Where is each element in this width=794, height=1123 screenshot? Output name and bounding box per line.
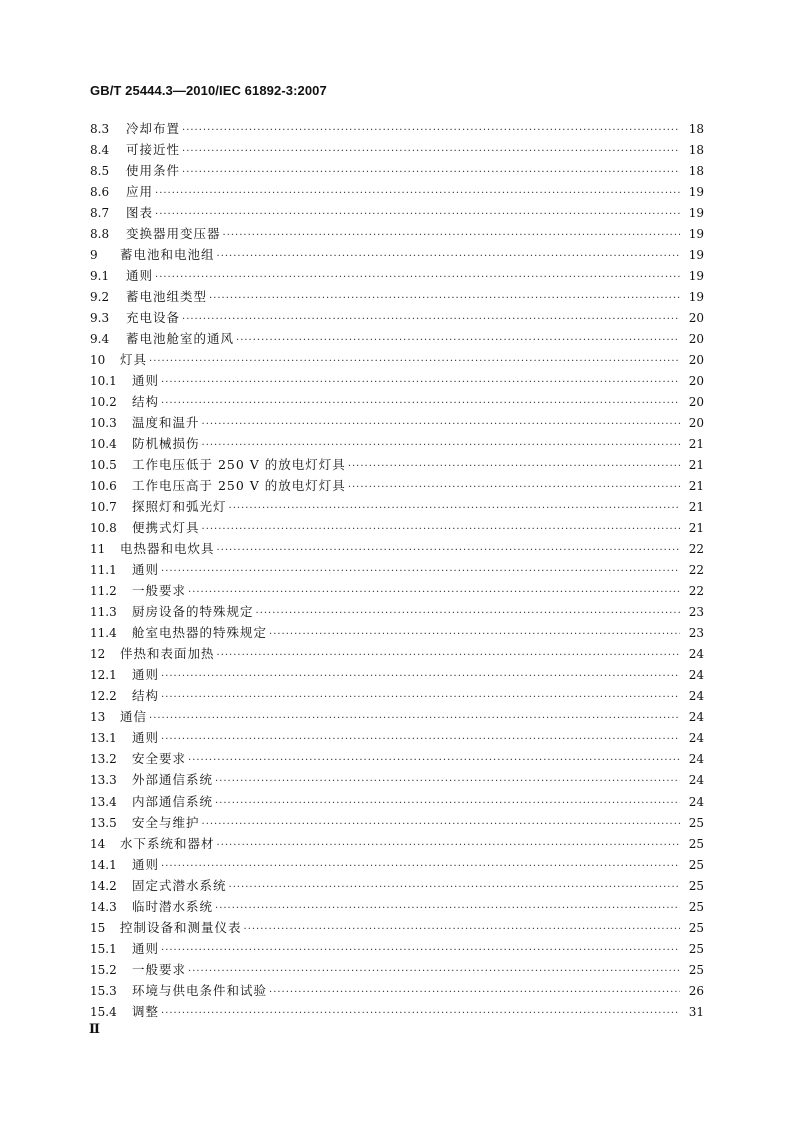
toc-page-number: 24 [688,752,704,767]
table-of-contents [90,118,704,1022]
toc-page-number: 19 [688,248,704,263]
toc-entry[interactable] [90,244,704,265]
toc-entry[interactable] [90,1001,704,1022]
toc-page-number: 20 [688,416,704,431]
toc-section-number: 11.2 [90,584,117,599]
toc-page-number: 24 [688,689,704,704]
toc-dot-leader [229,498,680,519]
toc-entry[interactable] [90,938,704,959]
toc-section-number: 14.3 [90,899,117,914]
toc-entry[interactable] [90,917,704,938]
toc-page-number: 21 [688,437,704,452]
toc-section-number: 11.1 [90,563,117,578]
toc-entry[interactable] [90,223,704,244]
toc-page-number: 19 [688,206,704,221]
toc-section-title: 应用 [126,184,154,200]
toc-entry[interactable] [90,959,704,980]
toc-dot-leader [223,225,680,246]
toc-section-title: 一般要求 [132,583,187,599]
toc-dot-leader [188,750,680,771]
toc-dot-leader [161,940,680,961]
toc-section-title: 通则 [132,856,160,872]
toc-dot-leader [236,330,680,351]
toc-page-number: 24 [688,668,704,683]
toc-dot-leader [149,708,680,729]
toc-section-number: 10.5 [90,458,117,473]
toc-section-title: 蓄电池组类型 [126,289,208,305]
toc-section-number: 10.8 [90,521,117,536]
toc-page-number: 25 [688,836,704,851]
toc-page-number: 21 [688,458,704,473]
toc-section-number: 13 [90,710,106,725]
toc-section-number: 12 [90,647,106,662]
toc-page-number: 18 [688,122,704,136]
toc-dot-leader [215,793,680,814]
toc-section-title: 伴热和表面加热 [120,646,215,662]
toc-section-number: 13.3 [90,773,117,788]
toc-page-number: 23 [688,605,704,620]
toc-section-number: 10.2 [90,395,117,410]
toc-dot-leader [161,666,680,687]
toc-entry[interactable] [90,706,704,727]
toc-dot-leader [202,414,680,435]
toc-page-number: 26 [688,983,704,998]
toc-section-number: 14 [90,836,106,851]
toc-section-number: 8.8 [90,227,110,242]
toc-section-number: 10.6 [90,479,117,494]
toc-page-number: 23 [688,626,704,641]
toc-dot-leader [188,582,680,603]
toc-section-title: 通则 [132,730,160,746]
toc-entry[interactable] [90,328,704,349]
document-header: GB/T 25444.3—2010/IEC 61892-3:2007 [90,83,327,98]
toc-section-title: 温度和温升 [132,415,200,431]
toc-entry[interactable] [90,875,704,896]
toc-entry[interactable] [90,307,704,328]
toc-page-number: 20 [688,395,704,410]
toc-section-number: 15.2 [90,962,117,977]
toc-section-number: 12.2 [90,689,117,704]
toc-section-number: 10.1 [90,374,117,389]
toc-entry[interactable] [90,748,704,769]
toc-dot-leader [161,729,680,750]
toc-dot-leader [269,982,680,1003]
toc-section-number: 9.4 [90,332,110,347]
toc-entry[interactable] [90,202,704,223]
toc-entry[interactable] [90,160,704,181]
toc-dot-leader [269,624,680,645]
toc-page-number: 25 [688,920,704,935]
toc-entry[interactable] [90,854,704,875]
toc-section-number: 12.1 [90,668,117,683]
toc-entry[interactable] [90,980,704,1001]
toc-section-number: 9.3 [90,311,110,326]
toc-dot-leader [256,603,680,624]
toc-section-title: 内部通信系统 [132,793,214,809]
toc-section-number: 8.3 [90,122,110,136]
toc-entry[interactable] [90,538,704,559]
toc-section-title: 便携式灯具 [132,520,200,536]
toc-dot-leader [217,246,680,267]
toc-section-title: 控制设备和测量仪表 [120,919,242,935]
toc-section-title: 通则 [132,373,160,389]
toc-section-number: 13.4 [90,794,117,809]
toc-dot-leader [155,183,680,204]
toc-entry[interactable] [90,412,704,433]
toc-page-number: 25 [688,941,704,956]
toc-section-title: 探照灯和弧光灯 [132,499,227,515]
toc-dot-leader [202,814,680,835]
toc-page-number: 21 [688,479,704,494]
toc-section-title: 使用条件 [126,163,181,179]
toc-entry[interactable] [90,475,704,496]
toc-section-title: 结构 [132,394,160,410]
toc-dot-leader [215,771,680,792]
toc-section-title: 通则 [132,562,160,578]
toc-section-number: 9.2 [90,290,110,305]
toc-page-number: 24 [688,794,704,809]
toc-page-number: 25 [688,857,704,872]
toc-section-title: 充电设备 [126,310,181,326]
toc-section-title: 蓄电池和电池组 [120,247,215,263]
toc-dot-leader [161,393,680,414]
toc-section-title: 安全与维护 [132,814,200,830]
toc-section-number: 11.4 [90,626,117,641]
toc-section-title: 临时潜水系统 [132,898,214,914]
toc-entry[interactable] [90,580,704,601]
toc-page-number: 21 [688,500,704,515]
toc-section-title: 外部通信系统 [132,772,214,788]
toc-dot-leader [182,120,680,141]
toc-page-number: 24 [688,731,704,746]
toc-entry[interactable] [90,601,704,622]
toc-dot-leader [182,141,680,162]
toc-section-title: 环境与供电条件和试验 [132,982,268,998]
toc-dot-leader [202,435,680,456]
toc-dot-leader [202,519,680,540]
toc-entry[interactable] [90,139,704,160]
toc-entry[interactable] [90,370,704,391]
toc-page-number: 20 [688,332,704,347]
toc-dot-leader [244,919,680,940]
toc-entry[interactable] [90,685,704,706]
toc-dot-leader [229,877,680,898]
toc-page-number: 20 [688,353,704,368]
toc-page-number: 22 [688,542,704,557]
page-number: Ⅱ [89,1022,100,1037]
toc-section-number: 13.1 [90,731,117,746]
toc-dot-leader [161,561,680,582]
toc-entry[interactable] [90,391,704,412]
toc-section-title: 变换器用变压器 [126,226,221,242]
toc-section-number: 15.3 [90,983,117,998]
toc-entry[interactable] [90,349,704,370]
toc-section-title: 厨房设备的特殊规定 [132,604,254,620]
toc-section-title: 固定式潜水系统 [132,877,227,893]
toc-section-number: 10.3 [90,416,117,431]
toc-section-number: 9 [90,248,98,263]
toc-section-number: 8.7 [90,206,110,221]
toc-entry[interactable] [90,559,704,580]
toc-section-title: 可接近性 [126,142,181,158]
toc-section-title: 安全要求 [132,751,187,767]
toc-dot-leader [209,288,680,309]
toc-entry[interactable] [90,896,704,917]
toc-section-title: 通则 [132,940,160,956]
toc-entry[interactable] [90,833,704,854]
toc-section-number: 15 [90,920,106,935]
toc-page-number: 25 [688,815,704,830]
toc-dot-leader [215,898,680,919]
toc-page-number: 24 [688,773,704,788]
toc-section-title: 水下系统和器材 [120,835,215,851]
toc-dot-leader [182,162,680,183]
toc-section-title: 冷却布置 [126,121,181,136]
toc-dot-leader [182,309,680,330]
toc-section-title: 舱室电热器的特殊规定 [132,625,268,641]
toc-entry[interactable] [90,433,704,454]
toc-section-number: 15.4 [90,1004,117,1019]
toc-entry[interactable] [90,643,704,664]
toc-section-title: 防机械损伤 [132,436,200,452]
toc-entry[interactable] [90,454,704,475]
toc-entry[interactable] [90,118,704,139]
toc-section-title: 通则 [132,667,160,683]
toc-section-number: 13.5 [90,815,117,830]
toc-section-number: 13.2 [90,752,117,767]
toc-section-title: 工作电压高于 250 V 的放电灯灯具 [132,478,346,494]
toc-section-number: 8.6 [90,185,110,200]
toc-dot-leader [155,267,680,288]
toc-section-number: 9.1 [90,269,110,284]
toc-entry[interactable] [90,496,704,517]
toc-page-number: 21 [688,521,704,536]
toc-dot-leader [149,351,680,372]
toc-page-number: 25 [688,899,704,914]
toc-page-number: 22 [688,563,704,578]
toc-dot-leader [161,372,680,393]
toc-page-number: 19 [688,227,704,242]
toc-section-title: 通信 [120,709,148,725]
toc-section-number: 10.4 [90,437,117,452]
toc-entry[interactable] [90,622,704,643]
toc-entry[interactable] [90,286,704,307]
toc-page-number: 19 [688,185,704,200]
toc-dot-leader [188,961,680,982]
toc-page-number: 19 [688,269,704,284]
toc-section-title: 图表 [126,205,154,221]
toc-page-number: 31 [688,1004,704,1019]
toc-page-number: 20 [688,311,704,326]
toc-page-number: 19 [688,290,704,305]
toc-dot-leader [217,645,680,666]
toc-dot-leader [217,540,680,561]
toc-entry[interactable] [90,769,704,790]
toc-section-number: 11 [90,542,106,557]
toc-entry[interactable] [90,727,704,748]
toc-page-number: 25 [688,962,704,977]
toc-section-number: 8.4 [90,143,110,158]
toc-entry[interactable] [90,664,704,685]
toc-dot-leader [348,456,680,477]
toc-section-number: 10 [90,353,106,368]
toc-page-number: 25 [688,878,704,893]
toc-section-title: 通则 [126,268,154,284]
toc-entry[interactable] [90,265,704,286]
toc-page-number: 24 [688,647,704,662]
toc-page-number: 22 [688,584,704,599]
toc-page-number: 18 [688,143,704,158]
toc-dot-leader [155,204,680,225]
toc-dot-leader [161,856,680,877]
toc-section-title: 蓄电池舱室的通风 [126,331,235,347]
toc-section-title: 一般要求 [132,961,187,977]
toc-section-title: 电热器和电炊具 [120,541,215,557]
toc-section-number: 14.1 [90,857,117,872]
toc-page-number: 18 [688,164,704,179]
toc-section-title: 调整 [132,1003,160,1019]
toc-dot-leader [161,687,680,708]
toc-section-number: 8.5 [90,164,110,179]
toc-dot-leader [217,835,680,856]
toc-entry[interactable] [90,517,704,538]
toc-entry[interactable] [90,181,704,202]
toc-section-title: 灯具 [120,352,148,368]
toc-entry[interactable] [90,812,704,833]
toc-section-number: 11.3 [90,605,117,620]
toc-page-number: 20 [688,374,704,389]
toc-section-number: 15.1 [90,941,117,956]
toc-entry[interactable] [90,791,704,812]
toc-section-title: 工作电压低于 250 V 的放电灯灯具 [132,457,346,473]
toc-dot-leader [161,1003,680,1024]
toc-dot-leader [348,477,680,498]
toc-section-number: 10.7 [90,500,117,515]
toc-section-title: 结构 [132,688,160,704]
toc-page-number: 24 [688,710,704,725]
toc-section-number: 14.2 [90,878,117,893]
